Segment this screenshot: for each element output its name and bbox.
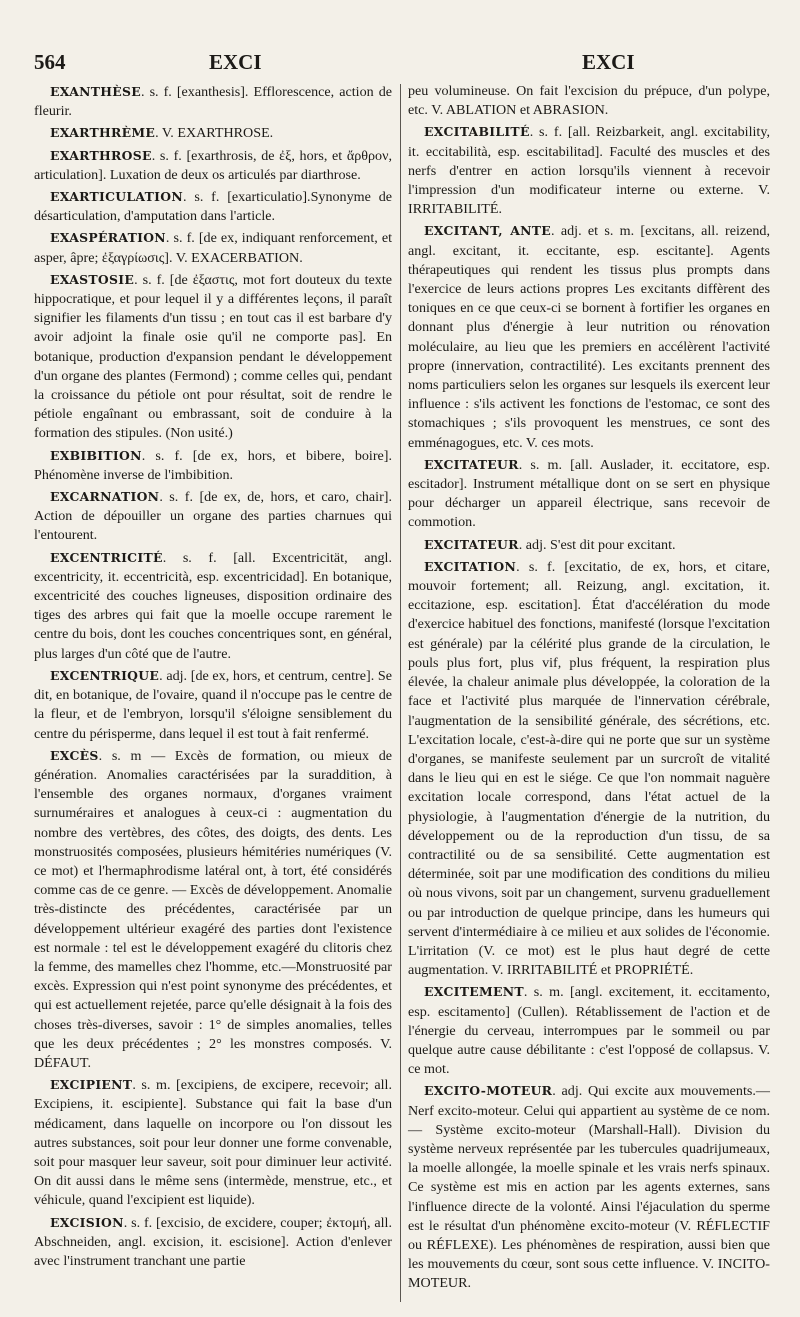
entry-headword: EXCENTRIQUE [50, 667, 160, 683]
entry-text: . s. m — Excès de formation, ou mieux de génération. Anomalies caractérisées par la suraddition, à l'ensemble des organes normaux, d'organes vraiment surnuméraires et analogues à ceux-ci : augmentation du nombre des vertèbres, des côtes, des doigts, des dents. Les monstruosités composées, plusieurs hémitéries numériques (V. ce mot) et l'hermaphrodisme latéral ont, à tort, été considérés comme cas de ce genre. — Excès de développement. Anomalie très-distincte des précédentes, caractérisée par un développement ultérieur exagéré des parties dont l'existence est normale : tel est le développement exagéré du clitoris chez la femme, des mamelles chez l'homme, etc.—Monstruosité par excès. Expression qui n'est point synonyme des précédentes, et qui est actuellement rejetée, parce qu'elle désignait à la fois des choses très-diverses, savoir : 1° de simples anomalies, telles que les deux précédentes ; 2° les monstres composés. V. DÉFAUT. [34, 747, 392, 1071]
entry-text: . adj. S'est dit pour excitant. [518, 536, 676, 553]
dictionary-entry [34, 187, 392, 226]
entry-headword: EXASTOSIE [50, 271, 135, 287]
entry-text: . s. f. [exanthesis]. Efflorescence, action de fleurir. [34, 84, 392, 120]
entry-headword: EXCÈS [50, 747, 99, 763]
dictionary-entry [408, 1081, 770, 1293]
entry-headword: EXCITO-MOTEUR [424, 1083, 553, 1099]
entry-text: . adj. et s. m. [excitans, all. reizend, angl. excitant, it. eccitante, esp. escitante]. Agents thérapeutiques qui rendent les tissus plus prompts dans l'exercice de leurs actions propres Les excitants diffèrent des toniques en ce que ceux-ci se bornent à fortifier les organes en donnant plus d'énergie à leur nutrition ou rénovation moléculaire, au lieu que les premiers en accélèrent l'activité propre (innervation, contractilité). Les excitants prennent des noms particuliers selon les organes sur lesquels ils exercent leur influence : s'ils activent les fonctions de l'estomac, ce sont des stomachiques ; s'ils provoquent les menstrues, ce sont des emménagogues, etc. V. ces mots. [408, 223, 770, 451]
entry-text: . s. m. [excipiens, de excipere, recevoir; all. Excipiens, it. escipiente]. Substance qui fait la base d'un médicament, dans laquelle on incorpore ou l'on dissout les autres substances, soit pour leur donner une forme convenable, soit pour masquer leur saveur, soit pour diminuer leur activité. On dit aussi dans le même sens (intermède, menstrue, etc., et véhicule, quand l'excipient est liquide). [34, 1077, 392, 1209]
entry-text: . s. f. [all. Excentricität, angl. excentricity, it. eccentricità, esp. excentricidad]. En botanique, excentricité des couches ligneuses, disposition ordinaire des tiges des arbres qui fait que la moelle occupe rarement le centre du bois, dont les couches concentriques sont, en général, plus larges d'un côté que de l'autre. [34, 549, 392, 662]
dictionary-entry [408, 982, 770, 1079]
left-running-head: EXCI [209, 50, 262, 74]
page-number: 564 [34, 50, 66, 74]
dictionary-entry [34, 548, 392, 664]
dictionary-entry [34, 746, 392, 1073]
entry-text: . adj. Qui excite aux mouvements.— Nerf excito-moteur. Celui qui appartient au système de ce nom. — Système excito-moteur (Marshall-Hall). Division du système nerveux représentée par les tubercules quadrijumeaux, la moelle allongée, la moelle spinale et les vrais nerfs spinaux. Ce système est mis en action par les agents externes, sans l'influence directe de la volonté. Ainsi l'éjaculation du sperme est le résultat d'un phénomène excito-moteur (V. RÉFLECTIF ou RÉFLEXE). Les phénomènes de respiration, aussi bien que les mouvements du cœur, sont sous cette influence. V. INCITO-MOTEUR. [408, 1083, 770, 1292]
entry-headword: EXBIBITION [50, 447, 142, 463]
left-column [34, 82, 392, 1273]
entry-text: . s. f. [exarthrosis, de ἐξ, hors, et ἄρθρον, articulation]. Luxation de deux os articulés par diarthrose. [34, 147, 392, 183]
entry-text: . s. f. [de ἐξαστις, mot fort douteux du texte hippocratique, et pour lequel il y a différentes leçons, il paraît signifier les filaments d'un tissu ; en tout cas il est barbare d'y avoir adjoint la finale osie qu'il ne comporte pas]. En botanique, production d'expansion pendant le développement d'un organe des plantes (Fermond) ; comme celles qui, pendant la croissance du pétiole ont pour résultat, soit de rendre le pétiole engaînant ou embrassant, soit de conduire à la formation des stipules. (Non usité.) [34, 271, 392, 442]
entry-headword: EXCENTRICITÉ [50, 549, 163, 565]
entry-headword: EXARTHROSE [50, 147, 152, 163]
entry-headword: EXCITATEUR [424, 536, 519, 552]
entry-text: . adj. [de ex, hors, et centrum, centre]. Se dit, en botanique, de l'ovaire, quand il n'occupe pas le centre de la fleur, et de l'embryon, lorsqu'il s'éloigne sensiblement du centre du périsperme, dans lequel il est tout à fait renfermé. [34, 667, 392, 742]
dictionary-entry [34, 666, 392, 744]
column-divider [400, 84, 401, 1302]
right-column [408, 82, 770, 1296]
entry-text: . s. f. [de ex, de, hors, et caro, chair]. Action de dépouiller un organe des parties charnues qui l'entourent. [34, 489, 392, 544]
entry-text: peu volumineuse. On fait l'excision du prépuce, d'un polype, etc. V. ABLATION et ABRASION. [408, 83, 770, 119]
entry-headword: EXANTHÈSE [50, 84, 142, 99]
entry-text: . V. EXARTHROSE. [155, 125, 274, 142]
dictionary-entry [34, 1213, 392, 1272]
entry-text: . s. f. [exarticulatio].Synonyme de désarticulation, d'amputation dans l'article. [34, 189, 392, 225]
entry-headword: EXCISION [50, 1214, 124, 1230]
page-header [34, 50, 770, 80]
entry-text: . s. f. [excitatio, de ex, hors, et citare, mouvoir fortement; all. Reizung, angl. excitation, it. eccitazione, esp. escitation]. État d'accélération du mode d'exercice habituel des fonctions, manifesté (lorsque l'excitation est générale) par la célérité plus grande de la circulation, le pouls plus fort, plus vif, plus fréquent, la respiration plus élevée, la chaleur animale plus développée, la coloration de la face et l'activité plus marquée de l'innervation cérébrale, l'augmentation de la sensibilité générale, des sécrétions, etc. L'excitation locale, c'est-à-dire qui ne porte que sur un système d'organes, se manifeste seulement par un surcroît de vitalité dans le lieu qui en est le siége. Ce que l'on nommait naguère excitation locale correspond, dans l'état actuel de la physiologie, à l'augmentation d'énergie de la nutrition, du développement ou de la reproduction d'un tissu, de sa contractilité ou de sa sensibilité. Cette augmentation est déterminée, soit par une modification des conditions du milieu où nous vivons, soit par un changement, survenu graduellement ou par introduction de quelque principe, dans les humeurs qui servent d'intermédiaire à ce milieu et aux solides de l'économie. L'irritation (V. ce mot) est le plus haut degré de cette augmentation. V. IRRITABILITÉ et PROPRIÉTÉ. [408, 558, 770, 979]
dictionary-entry [34, 146, 392, 185]
entry-headword: EXCIPIENT [50, 1077, 133, 1093]
entry-headword: EXCITATEUR [424, 456, 519, 472]
entry-text: . s. m. [angl. excitement, it. eccitamento, esp. escitamento] (Cullen). Rétablissement de l'action et de l'énergie du cerveau, interrompues par le sommeil ou par quelque autre cause débilitante : c'est l'opposé de collapsus. V. ce mot. [408, 984, 770, 1078]
entry-text: . s. f. [excisio, de excidere, couper; ἐκτομή, all. Abschneiden, angl. excision, it. escisione]. Action d'enlever avec l'instrument tranchant une partie [34, 1214, 392, 1269]
dictionary-entry [408, 557, 770, 980]
dictionary-entry [408, 82, 770, 120]
entry-headword: EXARTHRÈME [50, 125, 156, 141]
dictionary-entry [34, 1075, 392, 1210]
entry-text: . s. f. [de ex, hors, et bibere, boire]. Phénomène inverse de l'imbibition. [34, 447, 392, 483]
dictionary-entry [34, 123, 392, 143]
dictionary-entry [34, 270, 392, 444]
dictionary-entry [34, 487, 392, 546]
dictionary-entry [34, 228, 392, 267]
entry-text: . s. m. [all. Auslader, it. eccitatore, esp. escitador]. Instrument métallique dont on se sert en physique pour décharger un appareil électrique, sans recevoir de commotion. [408, 456, 770, 531]
entry-text: . s. f. [all. Reizbarkeit, angl. excitability, it. eccitabilità, esp. escitabilitad]. Faculté des muscles et des nerfs d'entrer en action lorsqu'ils viennent à recevoir l'impression d'un modificateur interne ou externe. V. IRRITABILITÉ. [408, 124, 770, 218]
dictionary-entry [34, 446, 392, 485]
dictionary-entry [408, 455, 770, 533]
right-running-head: EXCI [582, 50, 635, 74]
entry-headword: EXCITANT, ANTE [424, 223, 552, 239]
dictionary-entry [34, 82, 392, 121]
entry-headword: EXCITABILITÉ [424, 124, 530, 140]
entry-headword: EXARTICULATION [50, 189, 183, 205]
entry-headword: EXASPÉRATION [50, 230, 166, 246]
entry-headword: EXCARNATION [50, 489, 160, 505]
entry-headword: EXCITEMENT [424, 984, 524, 1000]
entry-text: . s. f. [de ex, indiquant renforcement, et asper, âpre; ἐξαγρίωσις]. V. EXACERBATION. [34, 230, 392, 266]
dictionary-entry [408, 535, 770, 555]
dictionary-entry [408, 221, 770, 452]
entry-headword: EXCITATION [424, 558, 517, 574]
dictionary-entry [408, 122, 770, 219]
